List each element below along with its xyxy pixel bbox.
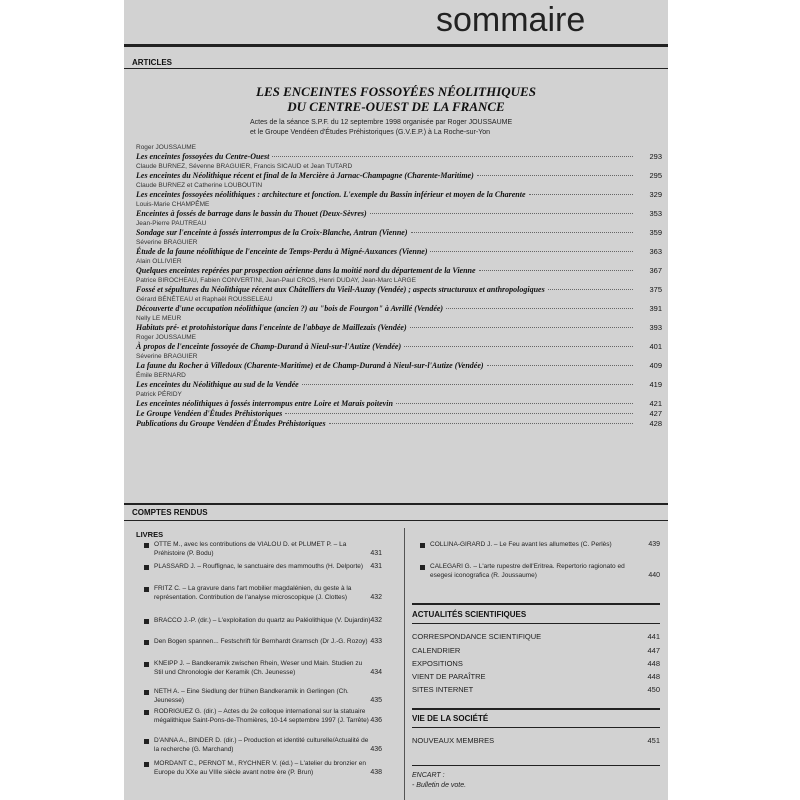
article-author: Claude BURNEZ et Catherine LOUBOUTIN: [136, 182, 263, 189]
article-title: Enceintes à fossés de barrage dans le bassin du Thouet (Deux-Sèvres): [136, 209, 367, 218]
article-entry[interactable]: [136, 352, 662, 371]
bullet-icon: [144, 640, 149, 645]
article-title: Habitats pré- et protohistorique dans l'enceinte de l'abbaye de Maillezais (Vendée): [136, 323, 407, 332]
article-author: Séverine BRAGUIER: [136, 353, 198, 360]
article-author: Alain OLLIVIER: [136, 258, 182, 265]
column-divider: [404, 528, 405, 800]
vie-societe-heading: VIE DE LA SOCIÉTÉ: [412, 714, 489, 723]
article-page: 393: [649, 323, 662, 332]
article-entry[interactable]: [136, 181, 662, 200]
encart-rule: [412, 765, 660, 766]
vie-societe-top-rule: [412, 708, 660, 710]
article-title: La faune du Rocher à Villedoux (Charente-Maritime) et de Champ-Durand à Nieul-sur-l'Autize (Vendée): [136, 361, 484, 370]
book-review-text: CALEGARI G. – L'arte rupestre dell'Eritrea. Repertorio ragionato ed esegesi iconografica (R. Joussaume): [430, 563, 625, 579]
article-page: 329: [649, 190, 662, 199]
dossier-subtitle-line2: et le Groupe Vendéen d'Études Préhistoriques (G.V.E.P.) à La Roche-sur-Yon: [250, 129, 491, 136]
article-page: 401: [649, 342, 662, 351]
book-review[interactable]: [144, 638, 400, 647]
book-review[interactable]: [144, 617, 400, 626]
article-entry[interactable]: [136, 295, 662, 314]
dossier-subtitle-line1: Actes de la séance S.P.F. du 12 septembre 1998 organisée par Roger JOUSSAUME: [250, 119, 513, 126]
article-entry[interactable]: [136, 219, 662, 238]
article-author: Émile BERNARD: [136, 372, 186, 379]
article-page: 293: [649, 152, 662, 161]
actualites-item-label: CORRESPONDANCE SCIENTIFIQUE: [412, 632, 542, 641]
article-author: Roger JOUSSAUME: [136, 144, 196, 151]
leader-dots: [477, 175, 633, 176]
book-review-page: 440: [648, 571, 660, 579]
article-entry[interactable]: [136, 371, 662, 390]
bullet-icon: [144, 762, 149, 767]
book-review-text: PLASSARD J. – Rouffignac, le sanctuaire des mammouths (H. Delporte): [154, 563, 364, 570]
article-entry[interactable]: [136, 390, 662, 409]
book-review-page: 431: [370, 563, 382, 570]
article-page: 353: [649, 209, 662, 218]
articles-heading: ARTICLES: [132, 58, 172, 67]
book-review[interactable]: [144, 563, 400, 572]
actualites-item-label: CALENDRIER: [412, 646, 461, 655]
article-entry[interactable]: [136, 409, 662, 419]
actualites-top-rule: [412, 603, 660, 605]
article-entry[interactable]: [136, 257, 662, 276]
bullet-icon: [144, 565, 149, 570]
actualites-item-label: SITES INTERNET: [412, 685, 474, 694]
page-title: sommaire: [436, 1, 586, 39]
article-entry[interactable]: [136, 162, 662, 181]
leader-dots: [285, 413, 633, 414]
actualites-item-label: EXPOSITIONS: [412, 659, 463, 668]
article-page: 367: [649, 266, 662, 275]
book-review[interactable]: [144, 660, 400, 677]
book-review-page: 436: [370, 716, 382, 724]
actualites-item[interactable]: [412, 632, 660, 641]
article-page: 295: [649, 171, 662, 180]
actualites-item-page: 447: [647, 646, 660, 655]
leader-dots: [411, 232, 633, 233]
bullet-icon: [420, 565, 425, 570]
article-page: 409: [649, 361, 662, 370]
article-title: Découverte d'une occupation néolithique (ancien ?) au "bois de Fourgon" à Avrillé (Vendée): [136, 304, 444, 313]
book-review-page: 435: [370, 696, 382, 704]
book-review-text: MORDANT C., PERNOT M., RYCHNER V. (éd.) – L'atelier du bronzier en Europe du XXe au VIIIe siècle avant notre ère (P. Brun): [154, 760, 366, 776]
livres-heading: LIVRES: [136, 530, 164, 539]
leader-dots: [329, 423, 633, 424]
article-title: Les enceintes néolithiques à fossés interrompus entre Loire et Marais poitevin: [136, 399, 393, 408]
actualites-item-page: 448: [647, 659, 660, 668]
leader-dots: [410, 327, 633, 328]
leader-dots: [479, 270, 633, 271]
encart-label: ENCART :: [412, 772, 445, 779]
article-page: 421: [649, 399, 662, 408]
actualites-rule: [412, 623, 660, 624]
article-title: Publications du Groupe Vendéen d'Études Préhistoriques: [136, 419, 326, 428]
article-title: À propos de l'enceinte fossoyée de Champ-Durand à Nieul-sur-l'Autize (Vendée): [136, 342, 402, 351]
article-author: Jean-Pierre PAUTREAU: [136, 220, 207, 227]
vie-societe-item-page: 451: [647, 736, 660, 745]
dossier-title-line1: LES ENCEINTES FOSSOYÉES NÉOLITHIQUES: [256, 84, 536, 99]
article-author: Louis-Marie CHAMPÊME: [136, 201, 210, 208]
article-entry[interactable]: [136, 276, 662, 295]
book-review-page: 434: [370, 668, 382, 676]
book-review-page: 436: [370, 745, 382, 753]
comptes-rendus-top-rule: [124, 503, 668, 505]
actualites-item[interactable]: [412, 685, 660, 694]
article-page: 419: [649, 380, 662, 389]
article-entry[interactable]: [136, 238, 662, 257]
article-author: Patrice BIROCHEAU, Fabien CONVERTINI, Jean-Paul CROS, Henri DUDAY, Jean-Marc LARGE: [136, 277, 416, 284]
article-page: 428: [649, 419, 662, 428]
article-page: 427: [649, 409, 662, 418]
article-title: Quelques enceintes repérées par prospection aérienne dans la moitié nord du département de la Vienne: [136, 266, 476, 275]
leader-dots: [529, 194, 633, 195]
article-page: 363: [649, 247, 662, 256]
book-review[interactable]: [144, 541, 400, 558]
bullet-icon: [144, 543, 149, 548]
bullet-icon: [144, 662, 149, 667]
comptes-rendus-heading: COMPTES RENDUS: [132, 508, 208, 517]
book-review-text: NETH A. – Eine Siedlung der frühen Bandkeramik in Gerlingen (Ch. Jeunesse): [154, 688, 349, 704]
bullet-icon: [144, 739, 149, 744]
article-page: 375: [649, 285, 662, 294]
article-title: Les enceintes du Néolithique récent et final de la Mercière à Jarnac-Champagne (Charente-Maritime): [136, 171, 474, 180]
dossier-title-line2: DU CENTRE-OUEST DE LA FRANCE: [287, 99, 505, 114]
article-page: 391: [649, 304, 662, 313]
article-title: Sondage sur l'enceinte à fossés interrompus de la Croix-Blanche, Antran (Vienne): [136, 228, 408, 237]
book-review-page: 432: [370, 617, 382, 624]
article-author: Gérard BÉNÉTEAU et Raphaël ROUSSELEAU: [136, 296, 273, 303]
book-review-text: COLLINA-GIRARD J. – Le Feu avant les allumettes (C. Perlès): [430, 541, 612, 548]
title-rule: [124, 44, 668, 47]
book-review[interactable]: [420, 541, 660, 550]
actualites-item-label: VIENT DE PARAÎTRE: [412, 672, 486, 681]
book-review-page: 431: [370, 549, 382, 557]
book-review-text: KNEIPP J. – Bandkeramik zwischen Rhein, Weser und Main. Studien zu Stil und Chronologie der Keramik (Ch. Jeunesse): [154, 660, 363, 676]
book-review[interactable]: [144, 585, 400, 602]
book-review[interactable]: [144, 688, 400, 705]
actualites-item-page: 441: [647, 632, 660, 641]
article-author: Claude BURNEZ, Sévenne BRAGUIER, Francis SICAUD et Jean TUTARD: [136, 163, 353, 170]
bullet-icon: [420, 543, 425, 548]
book-review-text: FRITZ C. – La gravure dans l'art mobilier magdalénien, du geste à la représentation. Contribution de l'analyse microscopique (J. Clottes): [154, 585, 352, 601]
book-review[interactable]: [420, 563, 660, 580]
article-title: Le Groupe Vendéen d'Études Préhistoriques: [136, 409, 283, 418]
leader-dots: [302, 384, 633, 385]
book-review[interactable]: [144, 708, 400, 725]
vie-societe-item-label: NOUVEAUX MEMBRES: [412, 736, 495, 745]
actualites-heading: ACTUALITÉS SCIENTIFIQUES: [412, 610, 527, 619]
article-entry[interactable]: [136, 143, 662, 162]
vie-societe-item[interactable]: [412, 736, 660, 745]
book-review[interactable]: [144, 737, 400, 754]
article-page: 359: [649, 228, 662, 237]
articles-rule: [124, 68, 668, 69]
book-review-text: D'ANNA A., BINDER D. (dir.) – Production et identité culturelle/Actualité de la recherche (G. Marchand): [154, 737, 369, 753]
book-review-page: 432: [370, 593, 382, 601]
book-review-text: OTTE M., avec les contributions de VIALOU D. et PLUMET P. – La Préhistoire (P. Bodu): [154, 541, 347, 557]
article-title: Les enceintes du Néolithique au sud de la Vendée: [136, 380, 299, 389]
article-author: Nelly LE MEUR: [136, 315, 182, 322]
book-review-text: BRACCO J.-P. (dir.) – L'exploitation du quartz au Paléolithique (V. Dujardin): [154, 617, 371, 624]
article-title: Les enceintes fossoyées néolithiques : architecture et fonction. L'exemple du Bassin inférieur et moyen de la Charente: [136, 190, 526, 199]
article-entry[interactable]: [136, 200, 662, 219]
book-review-page: 438: [370, 768, 382, 776]
article-author: Roger JOUSSAUME: [136, 334, 196, 341]
bullet-icon: [144, 710, 149, 715]
bullet-icon: [144, 690, 149, 695]
article-title: Fossé et sépultures du Néolithique récent aux Châtelliers du Vieil-Auzay (Vendée) ; aspects structuraux et anthropologiques: [136, 285, 545, 294]
article-entry[interactable]: [136, 419, 662, 429]
book-review-page: 433: [370, 638, 382, 645]
book-review[interactable]: [144, 760, 400, 777]
encart-text: - Bulletin de vote.: [412, 782, 467, 789]
actualites-item-page: 448: [647, 672, 660, 681]
book-review-text: RODRIGUEZ G. (dir.) – Actes du 2e colloque international sur la statuaire mégalithique Saint-Pons-de-Thomières, 10-14 septembre 1997 (J. Tarrête): [154, 708, 369, 724]
leader-dots: [430, 251, 633, 252]
actualites-item[interactable]: [412, 646, 660, 655]
leader-dots: [404, 346, 633, 347]
article-title: Les enceintes fossoyées du Centre-Ouest: [136, 152, 270, 161]
bullet-icon: [144, 619, 149, 624]
leader-dots: [487, 365, 633, 366]
leader-dots: [396, 403, 633, 404]
leader-dots: [272, 156, 633, 157]
article-author: Patrick PÉRIDY: [136, 391, 182, 398]
leader-dots: [446, 308, 633, 309]
vie-societe-rule: [412, 727, 660, 728]
actualites-item[interactable]: [412, 659, 660, 668]
article-title: Étude de la faune néolithique de l'enceinte de Temps-Perdu à Migné-Auxances (Vienne): [136, 247, 428, 256]
article-entry[interactable]: [136, 314, 662, 333]
article-list: [136, 143, 662, 429]
article-author: Séverine BRAGUIER: [136, 239, 198, 246]
comptes-rendus-rule: [124, 520, 668, 521]
bullet-icon: [144, 587, 149, 592]
article-entry[interactable]: [136, 333, 662, 352]
leader-dots: [370, 213, 633, 214]
leader-dots: [548, 289, 633, 290]
actualites-item[interactable]: [412, 672, 660, 681]
book-review-text: Den Bogen spannen... Festschrift für Bernhardt Gramsch (Dr J.-G. Rozoy): [154, 638, 368, 645]
actualites-item-page: 450: [647, 685, 660, 694]
book-review-page: 439: [648, 541, 660, 548]
